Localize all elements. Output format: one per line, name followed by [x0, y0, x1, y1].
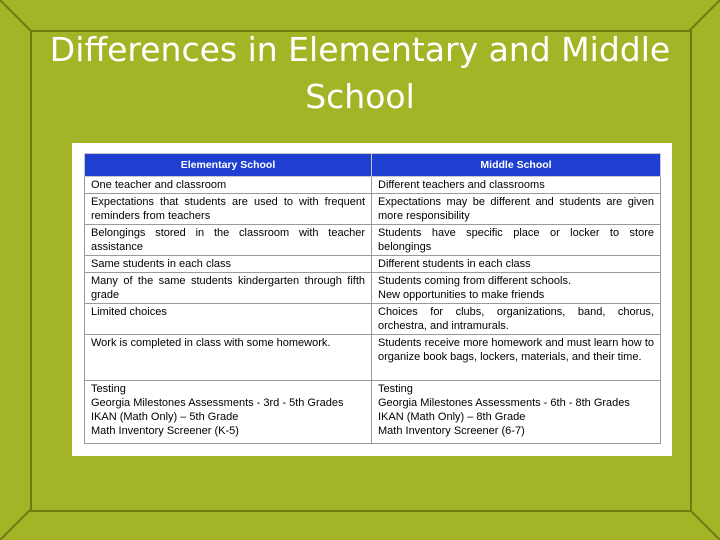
elementary-cell [85, 225, 372, 256]
middle-cell-line: Georgia Milestones Assessments - 6th - 8th Grades [378, 397, 630, 409]
middle-cell [372, 335, 661, 381]
elementary-cell-line: Belongings stored in the classroom with teacher assistance [91, 227, 365, 253]
table-row [85, 273, 661, 304]
elementary-cell [85, 194, 372, 225]
middle-cell-line: Choices for clubs, organizations, band, chorus, orchestra, and intramurals. [378, 306, 654, 332]
middle-cell-line: Students receive more homework and must learn how to organize book bags, lockers, materials, and their time. [378, 337, 654, 363]
middle-cell-line: Math Inventory Screener (6-7) [378, 425, 525, 437]
elementary-cell-line: Expectations that students are used to with frequent reminders from teachers [91, 196, 365, 222]
elementary-cell-line: Same students in each class [91, 258, 232, 270]
comparison-table [84, 153, 661, 444]
elementary-cell-line: IKAN (Math Only) – 5th Grade [91, 411, 239, 423]
middle-cell-line: Expectations may be different and students are given more responsibility [378, 196, 654, 222]
middle-cell-line: New opportunities to make friends [378, 289, 545, 301]
slide-title-line-1: Differences in Elementary and Middle [49, 30, 671, 69]
table-body [85, 177, 661, 444]
slide-title-line-2: School [305, 77, 415, 116]
elementary-cell [85, 177, 372, 194]
table-row [85, 225, 661, 256]
elementary-cell-line: Testing [91, 383, 126, 395]
elementary-cell [85, 304, 372, 335]
middle-cell [372, 381, 661, 444]
middle-cell [372, 225, 661, 256]
header-middle-school: Middle School [372, 154, 661, 177]
header-elementary-school: Elementary School [85, 154, 372, 177]
elementary-cell [85, 273, 372, 304]
elementary-cell-line: Georgia Milestones Assessments - 3rd - 5th Grades [91, 397, 344, 409]
table-row [85, 335, 661, 381]
middle-cell-line: Students have specific place or locker to store belongings [378, 227, 654, 253]
elementary-cell [85, 335, 372, 381]
middle-cell-line: Students coming from different schools. [378, 275, 572, 287]
middle-cell [372, 273, 661, 304]
table-row [85, 304, 661, 335]
middle-cell-line: Different teachers and classrooms [378, 179, 545, 191]
middle-cell-line: IKAN (Math Only) – 8th Grade [378, 411, 526, 423]
elementary-cell-line: Limited choices [91, 306, 167, 318]
table-row [85, 194, 661, 225]
elementary-cell-line: One teacher and classroom [91, 179, 227, 191]
middle-cell-line: Testing [378, 383, 413, 395]
table-row [85, 381, 661, 444]
table-header-row [85, 154, 661, 177]
middle-cell [372, 256, 661, 273]
slide-title [30, 26, 690, 120]
comparison-panel [72, 143, 672, 456]
middle-cell [372, 194, 661, 225]
middle-cell [372, 304, 661, 335]
table-row [85, 256, 661, 273]
elementary-cell [85, 256, 372, 273]
middle-cell-line: Different students in each class [378, 258, 531, 270]
elementary-cell-line: Work is completed in class with some homework. [91, 337, 331, 349]
elementary-cell-line: Many of the same students kindergarten through fifth grade [91, 275, 365, 301]
table-row [85, 177, 661, 194]
middle-cell [372, 177, 661, 194]
elementary-cell-line: Math Inventory Screener (K-5) [91, 425, 239, 437]
elementary-cell [85, 381, 372, 444]
